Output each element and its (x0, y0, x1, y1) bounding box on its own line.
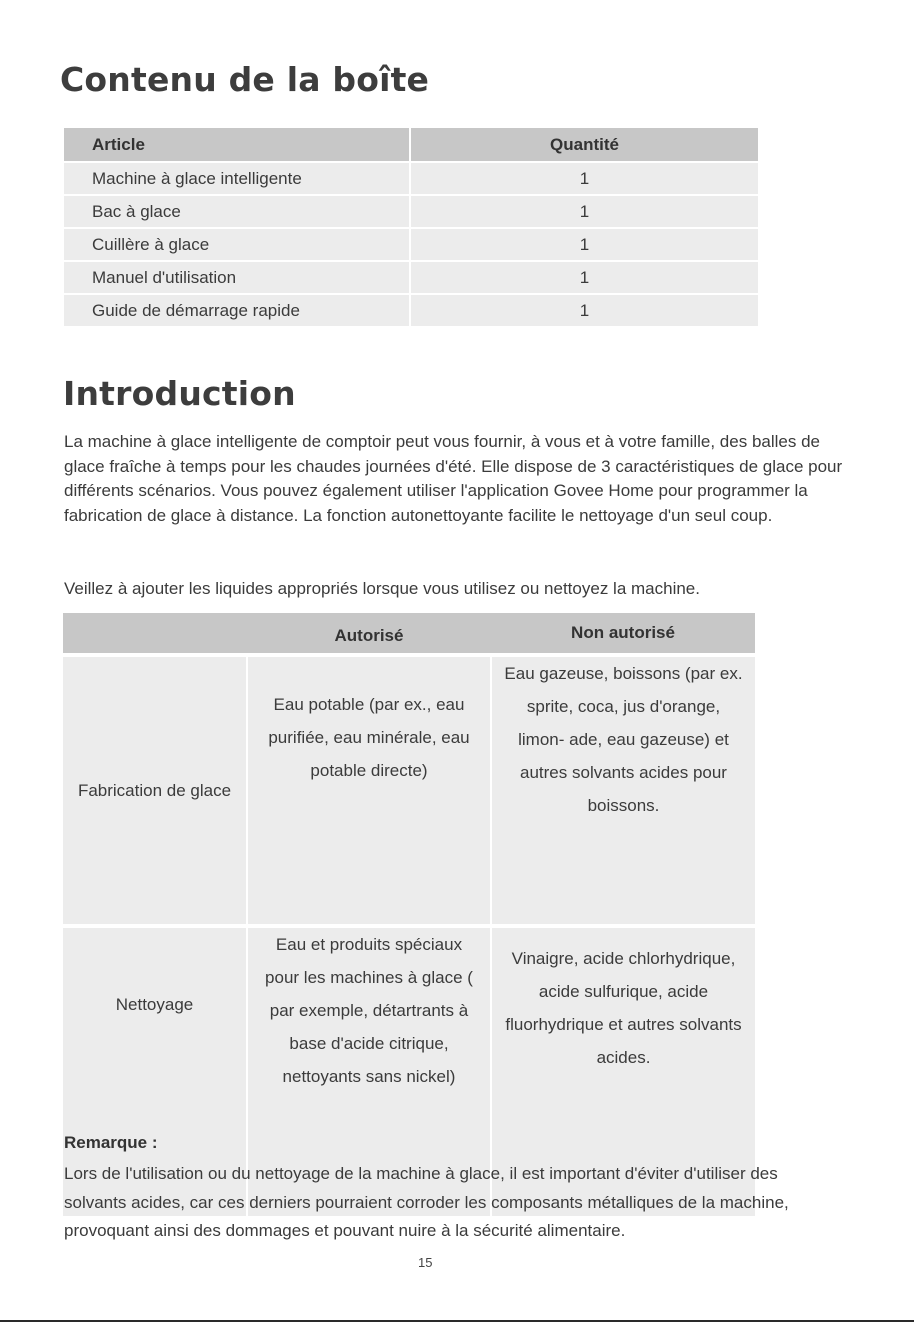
header-empty (63, 613, 247, 655)
liquids-warning: Veillez à ajouter les liquides appropriés lorsque vous utilisez ou nettoyez la machine. (64, 579, 700, 598)
section-title-contents: Contenu de la boîte (60, 60, 430, 99)
bottom-rule (0, 1320, 914, 1322)
header-quantity: Quantité (410, 128, 758, 162)
liquids-table (63, 613, 755, 1216)
table-row (64, 228, 758, 261)
item-quantity: 1 (410, 228, 758, 261)
table-header-row (63, 613, 755, 655)
header-allowed: Autorisé (247, 613, 491, 655)
header-article: Article (64, 128, 410, 162)
item-quantity: 1 (410, 162, 758, 195)
table-row (64, 195, 758, 228)
category-cell: Fabrication de glace (63, 655, 247, 926)
item-name: Bac à glace (64, 195, 410, 228)
allowed-cell: Eau potable (par ex., eau purifiée, eau minérale, eau potable directe) (247, 655, 491, 926)
item-name: Cuillère à glace (64, 228, 410, 261)
item-quantity: 1 (410, 261, 758, 294)
table-row (64, 294, 758, 327)
not-allowed-cell: Eau gazeuse, boissons (par ex. sprite, coca, jus d'orange, limon- ade, eau gazeuse) et autres solvants acides pour boissons. (491, 655, 755, 926)
table-row (64, 261, 758, 294)
allowed-cell: Eau et produits spéciaux pour les machines à glace ( par exemple, détartrants à base d'acide citrique, nettoyants sans nickel) (247, 926, 491, 1216)
category-cell: Nettoyage (63, 926, 247, 1216)
item-name: Machine à glace intelligente (64, 162, 410, 195)
item-name: Manuel d'utilisation (64, 261, 410, 294)
table-header-row (64, 128, 758, 162)
intro-paragraph: La machine à glace intelligente de comptoir peut vous fournir, à vous et à votre famille, des balles de glace fraîche à temps pour les chaudes journées d'été. Elle dispose de 3 caractéristiques de glace pour différents scénarios. Vous pouvez également utiliser l'application Govee Home pour programmer la fabrication de glace à distance. La fonction autonettoyante facilite le nettoyage d'un seul coup. (64, 432, 843, 525)
item-quantity: 1 (410, 195, 758, 228)
header-not-allowed: Non autorisé (491, 613, 755, 655)
page-number: 15 (418, 1255, 433, 1270)
section-title-introduction: Introduction (63, 374, 296, 413)
item-name: Guide de démarrage rapide (64, 294, 410, 327)
table-row (64, 162, 758, 195)
not-allowed-cell: Vinaigre, acide chlorhydrique, acide sulfurique, acide fluorhydrique et autres solvants acides. (491, 926, 755, 1216)
table-row (63, 655, 755, 926)
note-title: Remarque : (64, 1133, 158, 1152)
note-text: Lors de l'utilisation ou du nettoyage de la machine à glace, il est important d'éviter d'utiliser des solvants acides, car ces derniers pourraient corroder les composants métalliques de la machine, provoquant ainsi des dommages et pouvant nuire à la sécurité alimentaire. (64, 1164, 789, 1241)
item-quantity: 1 (410, 294, 758, 327)
contents-table (64, 128, 758, 328)
